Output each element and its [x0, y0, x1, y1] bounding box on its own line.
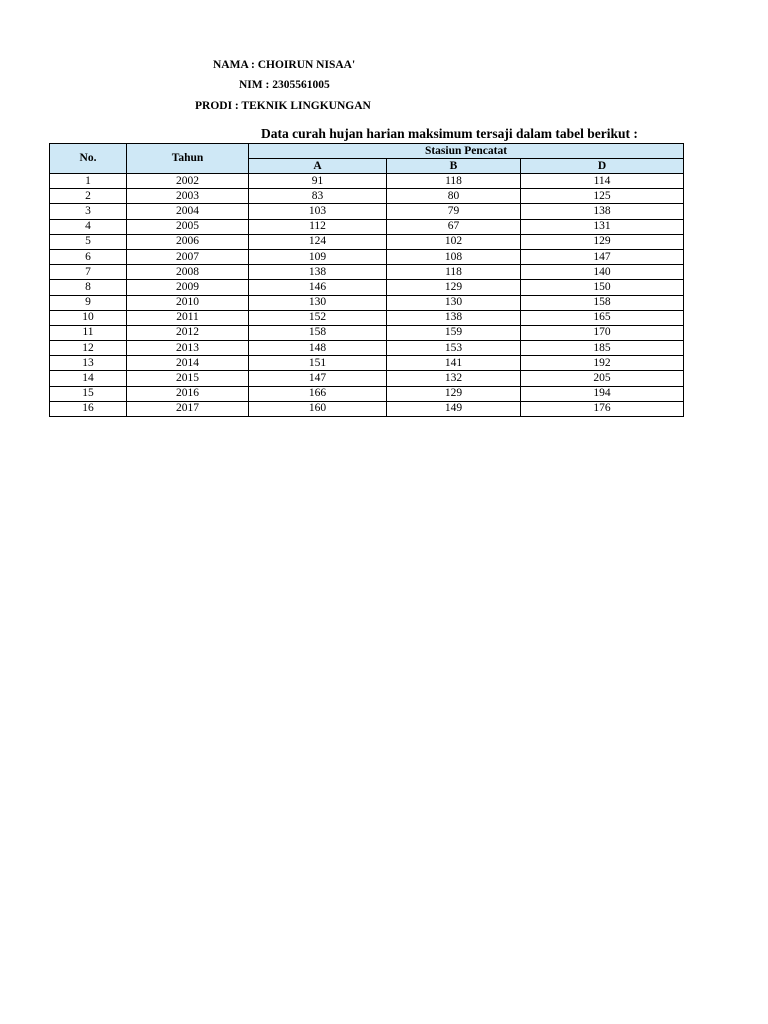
cell-tahun: 2007 — [127, 249, 249, 264]
cell-station-b: 132 — [387, 371, 521, 386]
table-caption: Data curah hujan harian maksimum tersaji dalam tabel berikut : — [261, 126, 638, 141]
student-name: NAMA : CHOIRUN NISAA' — [213, 59, 356, 71]
cell-no: 3 — [50, 204, 127, 219]
cell-tahun: 2002 — [127, 174, 249, 189]
table-row — [50, 371, 684, 386]
cell-tahun: 2017 — [127, 401, 249, 416]
cell-station-b: 141 — [387, 356, 521, 371]
cell-station-a: 158 — [249, 325, 387, 340]
table-row — [50, 386, 684, 401]
table-row — [50, 280, 684, 295]
cell-tahun: 2016 — [127, 386, 249, 401]
cell-tahun: 2006 — [127, 234, 249, 249]
cell-tahun: 2012 — [127, 325, 249, 340]
cell-station-d: 192 — [521, 356, 684, 371]
cell-tahun: 2011 — [127, 310, 249, 325]
table-row — [50, 356, 684, 371]
cell-no: 11 — [50, 325, 127, 340]
rainfall-table — [49, 143, 684, 417]
cell-station-d: 140 — [521, 265, 684, 280]
table-row — [50, 401, 684, 416]
table-row — [50, 325, 684, 340]
cell-no: 1 — [50, 174, 127, 189]
cell-no: 4 — [50, 219, 127, 234]
cell-station-a: 83 — [249, 189, 387, 204]
table-row — [50, 189, 684, 204]
cell-station-a: 130 — [249, 295, 387, 310]
header-tahun: Tahun — [127, 144, 249, 174]
cell-tahun: 2010 — [127, 295, 249, 310]
header-stasiun-pencatat: Stasiun Pencatat — [249, 144, 684, 159]
cell-station-b: 79 — [387, 204, 521, 219]
cell-station-a: 160 — [249, 401, 387, 416]
cell-station-a: 112 — [249, 219, 387, 234]
cell-no: 2 — [50, 189, 127, 204]
cell-station-b: 138 — [387, 310, 521, 325]
cell-station-d: 150 — [521, 280, 684, 295]
cell-station-b: 159 — [387, 325, 521, 340]
cell-no: 14 — [50, 371, 127, 386]
cell-station-a: 148 — [249, 341, 387, 356]
cell-no: 6 — [50, 249, 127, 264]
cell-no: 16 — [50, 401, 127, 416]
cell-station-d: 147 — [521, 249, 684, 264]
cell-station-a: 138 — [249, 265, 387, 280]
header-no: No. — [50, 144, 127, 174]
table-row — [50, 295, 684, 310]
cell-station-d: 114 — [521, 174, 684, 189]
cell-station-b: 130 — [387, 295, 521, 310]
cell-tahun: 2013 — [127, 341, 249, 356]
student-id: NIM : 2305561005 — [239, 79, 330, 91]
cell-no: 7 — [50, 265, 127, 280]
table-row — [50, 219, 684, 234]
cell-tahun: 2014 — [127, 356, 249, 371]
cell-station-b: 149 — [387, 401, 521, 416]
cell-no: 13 — [50, 356, 127, 371]
cell-station-d: 194 — [521, 386, 684, 401]
table-row — [50, 310, 684, 325]
table-row — [50, 204, 684, 219]
cell-station-b: 67 — [387, 219, 521, 234]
cell-station-a: 103 — [249, 204, 387, 219]
cell-station-d: 176 — [521, 401, 684, 416]
cell-station-d: 205 — [521, 371, 684, 386]
cell-station-b: 118 — [387, 265, 521, 280]
header-station-d: D — [521, 159, 684, 174]
cell-station-a: 124 — [249, 234, 387, 249]
cell-station-a: 151 — [249, 356, 387, 371]
cell-station-d: 138 — [521, 204, 684, 219]
cell-station-d: 131 — [521, 219, 684, 234]
table-row — [50, 234, 684, 249]
table-row — [50, 174, 684, 189]
cell-station-b: 129 — [387, 280, 521, 295]
cell-station-a: 147 — [249, 371, 387, 386]
cell-no: 12 — [50, 341, 127, 356]
table-row — [50, 249, 684, 264]
cell-no: 10 — [50, 310, 127, 325]
cell-station-b: 102 — [387, 234, 521, 249]
cell-station-a: 91 — [249, 174, 387, 189]
header-station-b: B — [387, 159, 521, 174]
cell-tahun: 2005 — [127, 219, 249, 234]
cell-station-a: 166 — [249, 386, 387, 401]
cell-station-b: 80 — [387, 189, 521, 204]
cell-tahun: 2008 — [127, 265, 249, 280]
table-row — [50, 341, 684, 356]
cell-station-d: 125 — [521, 189, 684, 204]
cell-no: 8 — [50, 280, 127, 295]
cell-station-b: 153 — [387, 341, 521, 356]
cell-no: 15 — [50, 386, 127, 401]
cell-station-a: 109 — [249, 249, 387, 264]
cell-station-a: 146 — [249, 280, 387, 295]
header-station-a: A — [249, 159, 387, 174]
cell-tahun: 2015 — [127, 371, 249, 386]
cell-station-a: 152 — [249, 310, 387, 325]
cell-station-d: 165 — [521, 310, 684, 325]
cell-station-b: 118 — [387, 174, 521, 189]
cell-station-d: 129 — [521, 234, 684, 249]
cell-no: 5 — [50, 234, 127, 249]
table-row — [50, 265, 684, 280]
cell-station-d: 170 — [521, 325, 684, 340]
cell-tahun: 2003 — [127, 189, 249, 204]
cell-station-b: 108 — [387, 249, 521, 264]
cell-tahun: 2004 — [127, 204, 249, 219]
cell-no: 9 — [50, 295, 127, 310]
study-program: PRODI : TEKNIK LINGKUNGAN — [195, 100, 371, 112]
cell-station-b: 129 — [387, 386, 521, 401]
cell-tahun: 2009 — [127, 280, 249, 295]
cell-station-d: 185 — [521, 341, 684, 356]
cell-station-d: 158 — [521, 295, 684, 310]
